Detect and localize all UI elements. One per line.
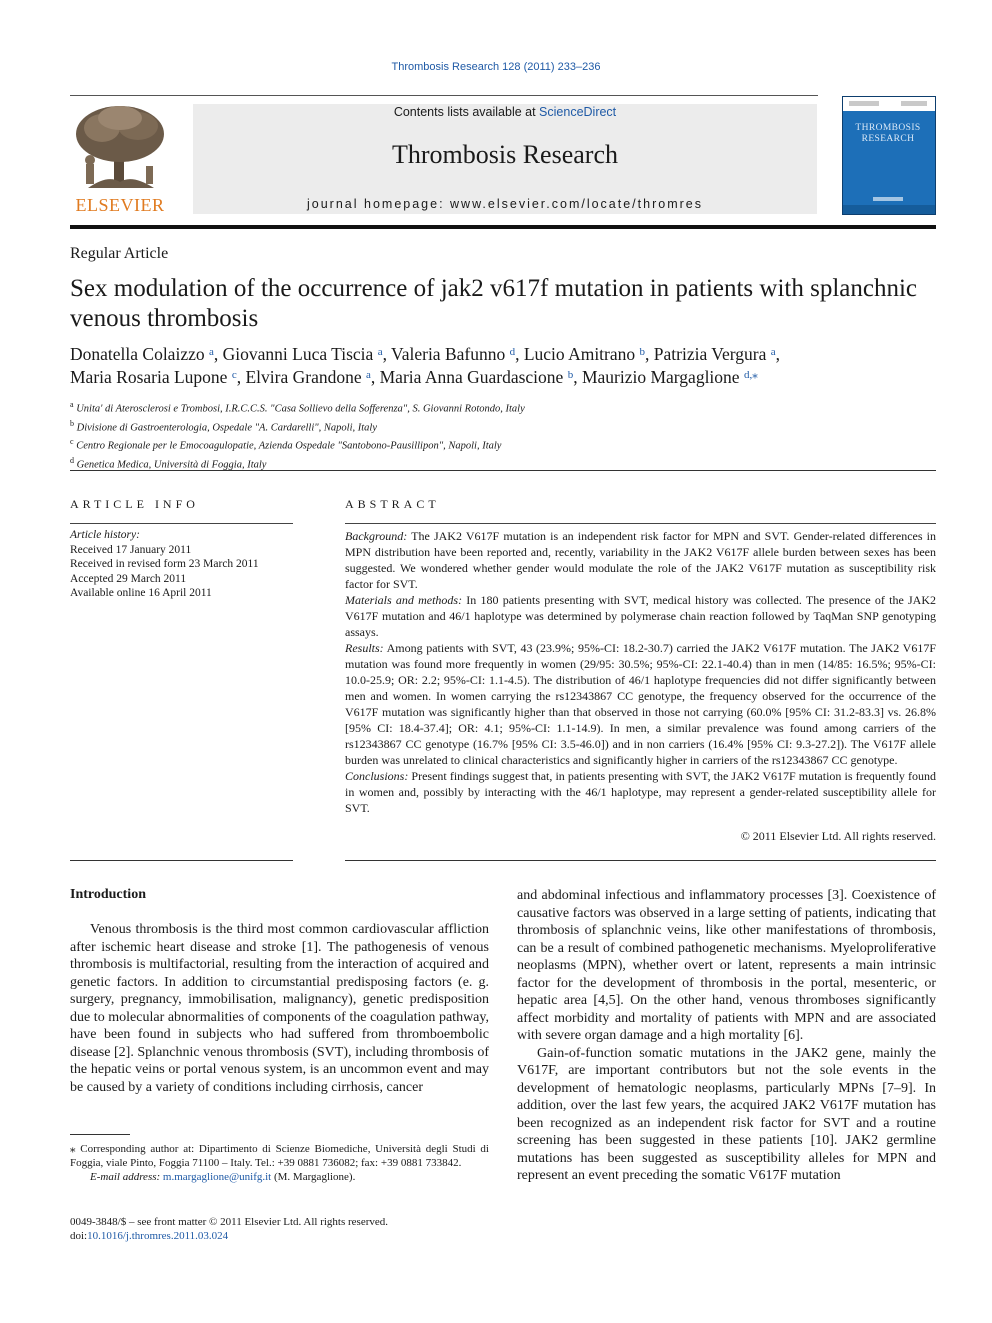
article-history: [70, 528, 310, 601]
author-list: Donatella Colaizzo $^a$, Giovanni Luca Tiscia $^a$, Valeria Bafunno $^d$, Lucio Amitrano $^b$, Patrizia Vergura $^a$, Maria Rosaria Lupone $^c$, Elvira Grandone $^a$, Maria Anna Guardascione $^b$, Maurizio Margaglione $^{d,⁎}$: [70, 344, 781, 387]
doi-link[interactable]: 10.1016/j.thromres.2011.03.024: [87, 1230, 229, 1242]
issn-doi-block: [70, 1215, 388, 1243]
author-affiliation-mark[interactable]: d,⁎: [743, 369, 758, 381]
corresponding-author-footnote: ⁎ Corresponding author at: Dipartimento di Scienze Biomediche, Università degli Studi di Foggia, viale Pinto, Foggia 71100 – Italy. Tel.: +39 0881 736082; fax: +39 0881 733842. E-mail address: m.margaglione@unifg.it (M. Margaglione).: [70, 1143, 489, 1183]
author[interactable]: Patrizia Vergura $^a$: [653, 344, 776, 364]
introduction-heading: Introduction: [70, 887, 146, 902]
doi-label: doi:: [70, 1230, 88, 1242]
author[interactable]: Elvira Grandone $^a$: [245, 367, 371, 387]
sciencedirect-link[interactable]: ScienceDirect: [539, 105, 617, 119]
affiliation: $^c$ Centro Regionale per le Emocoagulopatie, Azienda Ospedale "Santobono-Pausillipon", Napoli, Italy: [70, 437, 502, 452]
author-affiliation-mark[interactable]: a: [365, 369, 371, 381]
author[interactable]: Maria Anna Guardascione $^b$: [379, 367, 574, 387]
intro-paragraph-1: Venous thrombosis is the third most common cardiovascular affliction after ischemic heart disease and stroke [1]. The pathogenesis of venous thrombosis is multifactorial, resulting from the interaction of acquired and genetic factors. In addition to circumstantial predisposing factors (e. g. surgery, pregnancy, immobilisation, malignancy), genetic predisposition due to molecular abnormalities of components of the coagulation pathway, have been found in subjects who had suffered from thromboembolic disease [2]. Splanchnic venous thrombosis (SVT), including thrombosis of the hepatic veins or portal venous system, is an uncommon event and may be caused by a variety of conditions including cirrhosis, cancer: [70, 922, 489, 1095]
cover-title-line-2: RESEARCH: [861, 134, 915, 144]
history-label: Article history:: [70, 529, 140, 541]
issn-line: 0049-3848/$ – see front matter © 2011 Elsevier Ltd. All rights reserved.: [70, 1216, 389, 1228]
body-column-right: [517, 887, 936, 1185]
header-thick-rule: [70, 225, 936, 229]
author-corresponding[interactable]: Maurizio Margaglione $^{d,⁎}$: [581, 367, 758, 387]
author-affiliation-mark[interactable]: b: [639, 346, 646, 358]
tree-icon: [68, 104, 172, 196]
abstract-methods: Materials and methods: In 180 patients presenting with SVT, medical history was collected. The presence of the JAK2 V617F mutation and 46/1 haplotype was determined by polymerase chain reaction followed by TaqMan SNP genotyping assays.: [345, 593, 936, 639]
abstract-rule: [345, 523, 936, 524]
author[interactable]: Giovanni Luca Tiscia $^a$: [222, 344, 383, 364]
author[interactable]: Donatella Colaizzo $^a$: [70, 344, 214, 364]
history-online: Available online 16 April 2011: [70, 587, 212, 599]
article-info-rule: [70, 523, 293, 524]
body-column-left: [70, 921, 489, 1096]
cover-art-icon: [843, 97, 935, 214]
intro-paragraph-2: Gain-of-function somatic mutations in the JAK2 gene, mainly the V617F, are important contributors but not the sole events in the development of hematologic neoplasms, particularly MPNs [7–9]. In addition, over the last few years, the acquired JAK2 V617F mutation has been recognized as an independent risk factor for SVT and a routine screening has been suggested in these patients [10]. JAK2 germline mutations has been suggested as susceptibility alleles for MPN and represent an event preceding the somatic V617F mutation: [517, 1045, 936, 1183]
abstract-background: Background: The JAK2 V617F mutation is an independent risk factor for MPN and SVT. Gender-related differences in MPN distribution have been reported and, recently, variability in the JAK2 V617F allele burden between sexes has been suggested. We wondered whether gender would modulate the role of the JAK2 V617F mutation as susceptibility risk factor for SVT.: [345, 529, 936, 591]
journal-citation[interactable]: Thrombosis Research 128 (2011) 233–236: [391, 61, 601, 73]
corresponding-author-text: ⁎ Corresponding author at: Dipartimento di Scienze Biomediche, Università degli Studi di Foggia, viale Pinto, Foggia 71100 – Italy. Tel.: +39 0881 736082; fax: +39 0881 733842.: [70, 1143, 489, 1169]
footnote-rule: [70, 1134, 130, 1135]
abstract-conclusions: Conclusions: Present findings suggest that, in patients presenting with SVT, the JAK2 V617F mutation is frequently found in women and, possibly by interacting with the 46/1 haplotype, may represent a gender-related susceptibility allele for SVT.: [345, 769, 936, 815]
article-info-heading: ARTICLE INFO: [70, 497, 199, 511]
affiliation: $^b$ Divisione di Gastroenterologia, Ospedale "A. Cardarelli", Napoli, Italy: [70, 418, 377, 433]
section-divider: [70, 860, 293, 861]
abstract-results: Results: Among patients with SVT, 43 (23.9%; 95%-CI: 18.2-30.7) carried the JAK2 V617F mutation. The JAK2 V617F mutation was found more frequently in women (29/95: 30.5%; 95%-CI: 22.1-40.4) than in men (14/85: 16.5%; 95%-CI: 10.0-25.9; OR: 2.2; 95%-CI: 1.1-4.5). The distribution of 46/1 haplotype frequencies did not differ significantly between men and women. In women carrying the rs12343867 CC genotype, the frequency observed for the occurrence of the V617F mutation was significantly higher than that observed in those not carrying (60.0% [95% CI: 31.2-83.3] vs. 26.8% [95% CI: 18.4-37.4]; OR: 4.1; 95%-CI: 1.1-14.9). In men, a similar prevalence was found among carriers of the rs12343867 CC genotype (16.7% [95% CI: 3.5-46.0]) and in non carriers (16.4% [95% CI: 9.3-27.2]). The V617F allele burden was unrelated to clinical characteristics and significantly higher in carriers of the rs12343867 CC genotype.: [345, 641, 936, 767]
author[interactable]: Lucio Amitrano $^b$: [523, 344, 646, 364]
abstract-body: [345, 528, 936, 816]
history-accepted: Accepted 29 March 2011: [70, 572, 187, 585]
author-affiliation-mark[interactable]: a: [208, 346, 214, 358]
intro-paragraph-1-continued: and abdominal infectious and inflammatory processes [3]. Coexistence of causative factors was observed in a large setting of patients, indicating that thrombosis of splanchnic veins, like other manifestations of thrombosis, can be a result of combined pathogenetic mechanisms. Myeloproliferative neoplasms (MPN), whether overt or latent, represents a main intrinsic factor for the development of thrombosis in the portal, mesenteric, or hepatic area [4,5]. On the other hand, venous thromboses significantly affect morbidity and mortality of patients with MPN and are associated with severe organ damage and a high mortality [6].: [517, 888, 936, 1043]
cover-title-line-1: THROMBOSIS: [855, 123, 921, 133]
contents-availability-line: [193, 105, 817, 119]
header-top-rule: [70, 95, 818, 96]
section-divider: [345, 860, 936, 861]
email-label: E-mail address:: [90, 1171, 161, 1183]
journal-title: Thrombosis Research: [391, 140, 618, 169]
author-affiliation-mark[interactable]: a: [377, 346, 383, 358]
cover-title: [842, 123, 934, 145]
article-type: Regular Article: [70, 245, 169, 262]
article-title: Sex modulation of the occurrence of jak2 v617f mutation in patients with splanchnic venous thrombosis: [70, 275, 918, 332]
author-affiliation-mark[interactable]: b: [567, 369, 574, 381]
affiliation: $^a$ Unita' di Aterosclerosi e Trombosi, I.R.C.C.S. "Casa Sollievo della Sofferenza", S. Giovanni Rotondo, Italy: [70, 400, 525, 415]
section-divider: [70, 470, 936, 471]
affiliation-list: [70, 398, 950, 472]
contents-prefix: Contents lists available at: [393, 105, 540, 119]
elsevier-wordmark: ELSEVIER: [75, 195, 165, 215]
author[interactable]: Maria Rosaria Lupone $^c$: [70, 367, 237, 387]
abstract-copyright: © 2011 Elsevier Ltd. All rights reserved.: [740, 829, 936, 843]
author-affiliation-mark[interactable]: d: [509, 346, 516, 358]
abstract-heading: ABSTRACT: [345, 497, 440, 511]
history-received: Received 17 January 2011: [70, 543, 192, 556]
history-revised: Received in revised form 23 March 2011: [70, 558, 259, 570]
author-affiliation-mark[interactable]: a: [770, 346, 776, 358]
journal-homepage-link[interactable]: journal homepage: www.elsevier.com/locate/thromres: [307, 197, 703, 211]
author[interactable]: Valeria Bafunno $^d$: [391, 344, 516, 364]
email-link[interactable]: m.margaglione@unifg.it: [162, 1171, 272, 1183]
journal-cover-thumbnail[interactable]: [842, 96, 936, 215]
author-affiliation-mark[interactable]: c: [231, 369, 237, 381]
affiliation: $^d$ Genetica Medica, Università di Foggia, Italy: [70, 455, 267, 470]
